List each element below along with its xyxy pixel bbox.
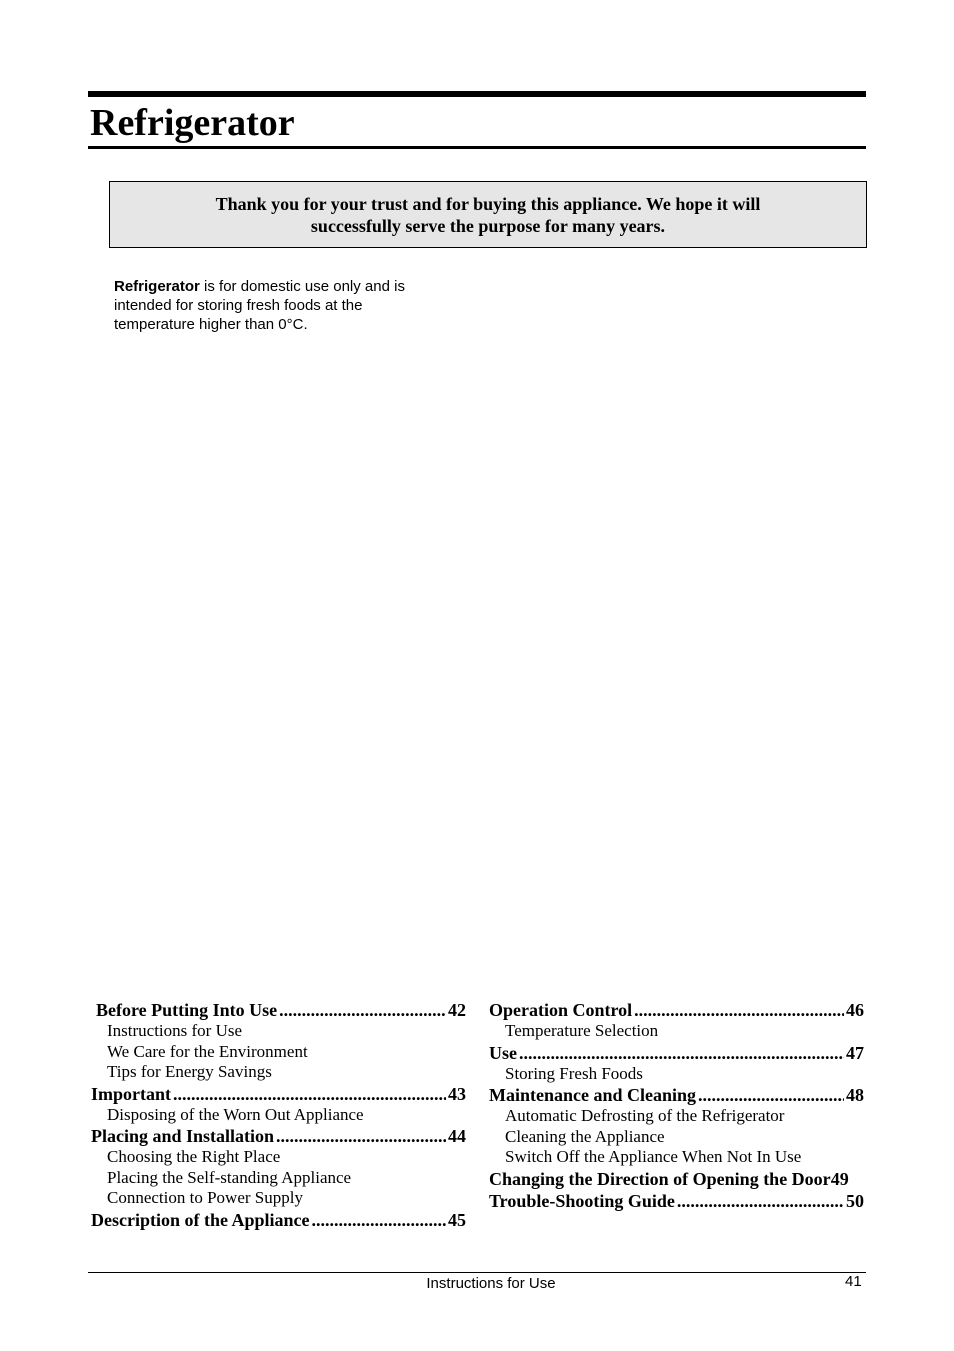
toc-entry-title: Maintenance and Cleaning bbox=[489, 1085, 697, 1105]
toc-leader-dots bbox=[698, 1085, 844, 1106]
toc-entry-title: Description of the Appliance bbox=[91, 1209, 310, 1230]
toc-leader-dots bbox=[173, 1084, 446, 1105]
toc-entry-important[interactable] bbox=[91, 1084, 466, 1105]
toc-leader-dots bbox=[634, 1000, 844, 1021]
toc-subentry[interactable]: Storing Fresh Foods bbox=[505, 1063, 643, 1083]
toc-entry-page: 45 bbox=[448, 1209, 466, 1230]
toc-subentry[interactable]: Connection to Power Supply bbox=[107, 1188, 303, 1207]
toc-subentry[interactable]: Choosing the Right Place bbox=[107, 1147, 281, 1166]
toc-entry-title: Placing and Installation bbox=[91, 1126, 275, 1146]
toc-entry-page: 42 bbox=[448, 1000, 466, 1020]
toc-entry-title: Before Putting Into Use bbox=[96, 1000, 278, 1020]
toc-entry-title: Trouble-Shooting Guide bbox=[489, 1190, 675, 1211]
toc-entry-page: 46 bbox=[846, 1000, 864, 1020]
toc-subentry[interactable]: Placing the Self-standing Appliance bbox=[107, 1167, 352, 1187]
toc-entry-page: 47 bbox=[846, 1042, 864, 1063]
toc-entry-page: 43 bbox=[448, 1083, 466, 1104]
toc-leader-dots bbox=[312, 1210, 447, 1231]
header-bottom-rule bbox=[88, 146, 866, 149]
toc-entry-placing-and-installation[interactable] bbox=[91, 1126, 466, 1147]
intro-text: is for domestic use only and is intended for storing fresh foods at the temperature higher than 0°C. bbox=[114, 278, 405, 333]
notice-line-2: successfully serve the purpose for many years. bbox=[310, 215, 666, 236]
toc-subentry[interactable]: Temperature Selection bbox=[505, 1021, 659, 1040]
toc-subentry[interactable]: Cleaning the Appliance bbox=[505, 1126, 665, 1146]
intro-paragraph bbox=[114, 277, 444, 334]
footer-rule bbox=[88, 1272, 866, 1273]
toc-subentry[interactable]: Disposing of the Worn Out Appliance bbox=[107, 1104, 364, 1124]
toc-entry-maintenance-and-cleaning[interactable] bbox=[489, 1085, 864, 1106]
toc-subentry[interactable]: Tips for Energy Savings bbox=[107, 1062, 272, 1081]
toc-subentry[interactable]: We Care for the Environment bbox=[107, 1041, 308, 1061]
toc-leader-dots bbox=[677, 1191, 844, 1212]
toc-leader-dots bbox=[279, 1000, 446, 1021]
toc-left-column bbox=[91, 999, 466, 1231]
toc-leader-dots bbox=[276, 1126, 446, 1147]
thank-you-notice bbox=[109, 181, 867, 248]
toc-leader-dots bbox=[519, 1043, 844, 1064]
page-title: Refrigerator bbox=[90, 102, 295, 144]
intro-bold: Refrigerator bbox=[114, 278, 200, 295]
toc-entry-title: Important bbox=[91, 1083, 171, 1104]
toc-entry-operation-control[interactable] bbox=[489, 1000, 864, 1021]
toc-entry-title: Changing the Direction of Opening the Door bbox=[489, 1168, 831, 1189]
toc-entry-page: 50 bbox=[846, 1190, 864, 1211]
toc-entry-title: Use bbox=[489, 1042, 517, 1063]
toc-entry-page: 49 bbox=[830, 1168, 849, 1189]
toc-subentry[interactable]: Switch Off the Appliance When Not In Use bbox=[505, 1147, 802, 1166]
toc-entry-changing-door-direction[interactable] bbox=[489, 1169, 864, 1190]
toc-entry-use[interactable] bbox=[489, 1043, 864, 1064]
toc-entry-before-putting-into-use[interactable] bbox=[96, 1000, 466, 1021]
toc-entry-page: 48 bbox=[846, 1085, 864, 1105]
toc-entry-page: 44 bbox=[448, 1126, 466, 1146]
toc-right-column bbox=[489, 999, 864, 1212]
toc-entry-trouble-shooting-guide[interactable] bbox=[489, 1191, 864, 1212]
page-number: 41 bbox=[845, 1273, 862, 1290]
toc-subentry[interactable]: Instructions for Use bbox=[107, 1021, 243, 1040]
footer-title: Instructions for Use bbox=[426, 1275, 556, 1292]
toc-subentry[interactable]: Automatic Defrosting of the Refrigerator bbox=[505, 1106, 785, 1125]
notice-line-1: Thank you for your trust and for buying this appliance. We hope it will bbox=[215, 193, 761, 214]
toc-entry-title: Operation Control bbox=[489, 1000, 633, 1020]
header-top-rule bbox=[88, 91, 866, 97]
toc-entry-description-of-the-appliance[interactable] bbox=[91, 1210, 466, 1231]
